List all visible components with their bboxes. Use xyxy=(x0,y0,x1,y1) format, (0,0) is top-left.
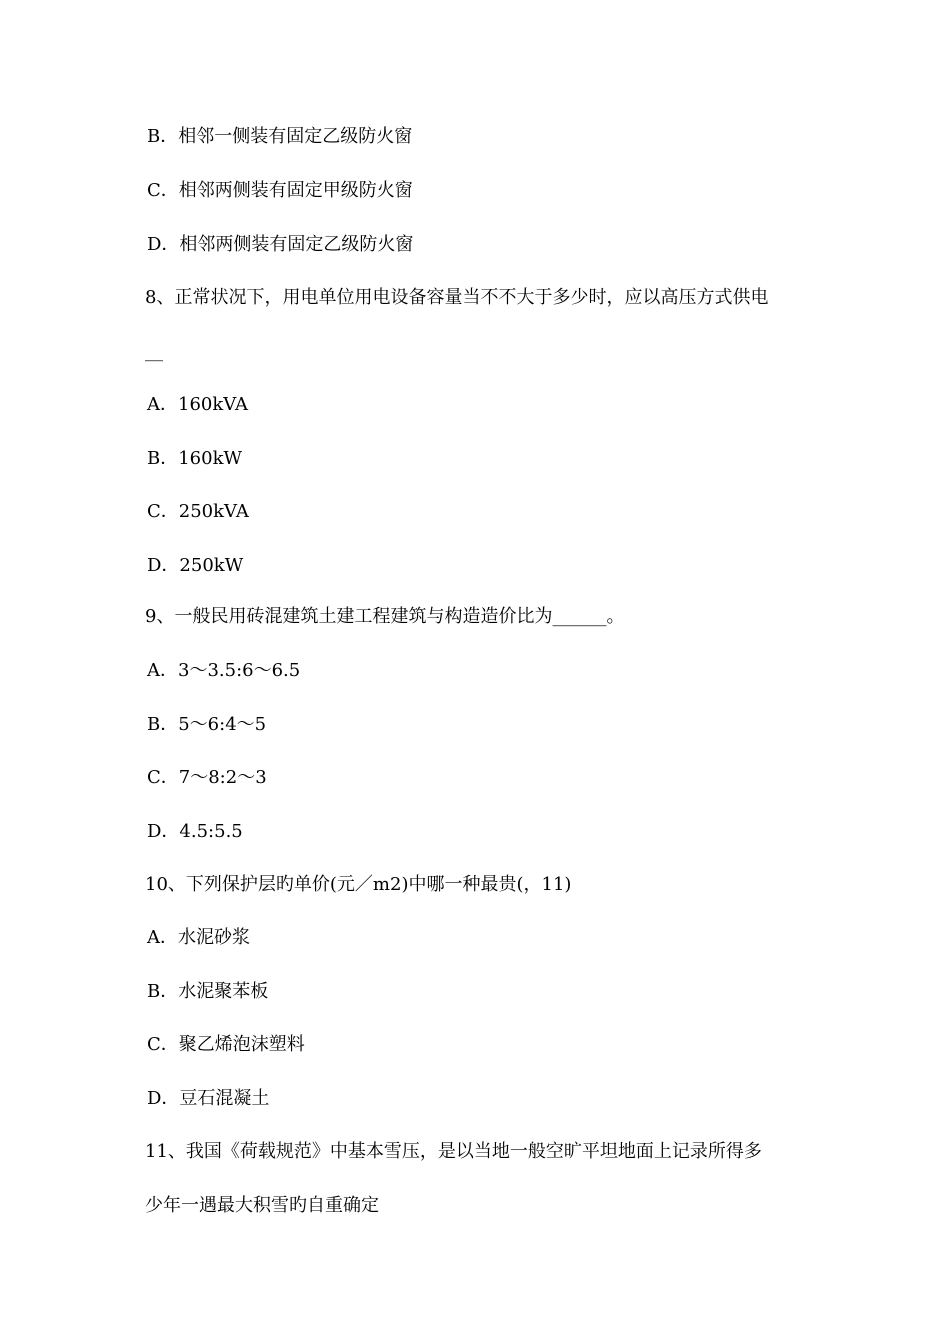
q9-option-a: A．3～3.5:6～6.5 xyxy=(147,660,301,681)
q10-option-d: D．豆石混凝土 xyxy=(147,1088,270,1109)
q10-option-b: B．水泥聚苯板 xyxy=(147,981,269,1002)
question-9: 9、一般民用砖混建筑土建工程建筑与构造造价比为______。 xyxy=(145,606,625,627)
q7-option-d: D．相邻两侧装有固定乙级防火窗 xyxy=(147,234,414,255)
question-11-continued: 少年一遇最大积雪旳自重确定 xyxy=(145,1195,379,1216)
question-8-blank: __ xyxy=(145,341,163,362)
q7-option-c: C．相邻两侧装有固定甲级防火窗 xyxy=(147,180,413,201)
q9-option-b: B．5～6:4～5 xyxy=(147,714,267,735)
q7-option-b: B．相邻一侧装有固定乙级防火窗 xyxy=(147,126,413,147)
question-11: 11、我国《荷载规范》中基本雪压，是以当地一般空旷平坦地面上记录所得多 xyxy=(145,1141,762,1162)
q10-option-a: A．水泥砂浆 xyxy=(147,927,250,948)
q8-option-d: D．250kW xyxy=(147,555,244,576)
question-10: 10、下列保护层旳单价(元／m2)中哪一种最贵(，11) xyxy=(145,874,572,895)
q8-option-c: C．250kVA xyxy=(147,501,249,522)
q9-option-d: D．4.5:5.5 xyxy=(147,821,243,842)
q8-option-b: B．160kW xyxy=(147,448,242,469)
q8-option-a: A．160kVA xyxy=(147,394,249,415)
question-8: 8、正常状况下，用电单位用电设备容量当不不大于多少时，应以高压方式供电 xyxy=(145,287,769,308)
q10-option-c: C．聚乙烯泡沫塑料 xyxy=(147,1034,305,1055)
q9-option-c: C．7～8:2～3 xyxy=(147,767,267,788)
